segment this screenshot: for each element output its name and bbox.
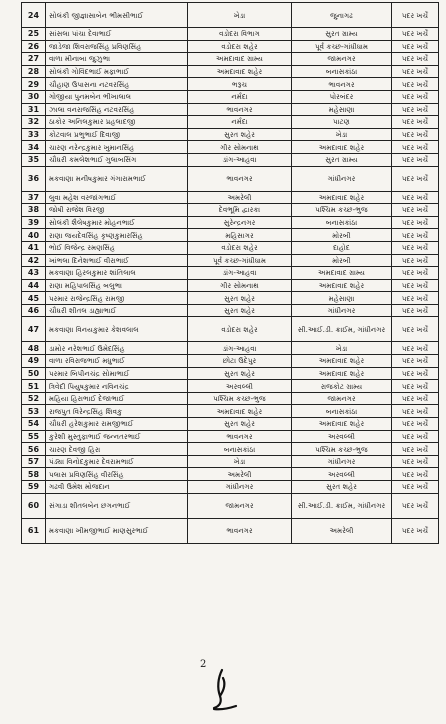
employee-name: સોલંકી જીજ્ઞાસાબેન ભીમસીભાઈ xyxy=(46,3,188,28)
row-number: 31 xyxy=(22,103,46,116)
from-location: છોટા ઉદેપુર xyxy=(188,355,292,368)
to-location: બનાસકાંઠા xyxy=(292,65,392,78)
table-row xyxy=(22,116,439,129)
row-number: 24 xyxy=(22,3,46,28)
transfer-note: પદર ખર્ચે xyxy=(392,418,439,431)
table-row xyxy=(22,3,439,28)
row-number: 48 xyxy=(22,342,46,355)
employee-name: ખાંભલા દિનેશભાઈ વીરાભાઈ xyxy=(46,254,188,267)
transfer-note: પદર ખર્ચે xyxy=(392,191,439,204)
from-location: સુરત શહેર xyxy=(188,418,292,431)
to-location: ખેડા xyxy=(292,128,392,141)
transfer-note: પદર ખર્ચે xyxy=(392,279,439,292)
from-location: સુરત શહેર xyxy=(188,367,292,380)
table-row xyxy=(22,166,439,191)
row-number: 61 xyxy=(22,518,46,543)
from-location: પશ્ચિમ કચ્છ-ભુજ xyxy=(188,392,292,405)
transfer-note: પદર ખર્ચે xyxy=(392,65,439,78)
table-row xyxy=(22,229,439,242)
transfer-note: પદર ખર્ચે xyxy=(392,216,439,229)
from-location: ગાંધીનગર xyxy=(188,481,292,494)
to-location: ગાંધીનગર xyxy=(292,166,392,191)
transfer-note: પદર ખર્ચે xyxy=(392,292,439,305)
from-location: વડોદરા શહેર xyxy=(188,317,292,342)
to-location: સુરત ગ્રામ્ય xyxy=(292,153,392,166)
from-location: ભાવનગર xyxy=(188,103,292,116)
to-location: અમદાવાદ શહેર xyxy=(292,141,392,154)
table-row xyxy=(22,304,439,317)
to-location: અમદાવાદ ગ્રામ્ય xyxy=(292,267,392,280)
table-row xyxy=(22,241,439,254)
from-location: વડોદરા શહેર xyxy=(188,40,292,53)
to-location: પોરબંદર xyxy=(292,90,392,103)
from-location: ભાવનગર xyxy=(188,430,292,443)
from-location: પૂર્વ કચ્છ-ગાંધીધામ xyxy=(188,254,292,267)
to-location: ગાંધીનગર xyxy=(292,304,392,317)
from-location: નર્મદા xyxy=(188,90,292,103)
row-number: 50 xyxy=(22,367,46,380)
table-row xyxy=(22,103,439,116)
to-location: રાજકોટ ગ્રામ્ય xyxy=(292,380,392,393)
transfer-note: પદર ખર્ચે xyxy=(392,166,439,191)
to-location: બનાસકાંઠા xyxy=(292,405,392,418)
to-location: અમદાવાદ શહેર xyxy=(292,279,392,292)
to-location: મોરબી xyxy=(292,229,392,242)
to-location: અમદાવાદ શહેર xyxy=(292,191,392,204)
transfer-table-body xyxy=(22,3,439,544)
table-row xyxy=(22,518,439,543)
table-row xyxy=(22,392,439,405)
employee-name: વાળા રવિરાજભાઈ મધુભાઈ xyxy=(46,355,188,368)
employee-name: મકવાણા ખીમજીભાઈ માણસુરભાઈ xyxy=(46,518,188,543)
transfer-note: પદર ખર્ચે xyxy=(392,128,439,141)
transfer-table xyxy=(21,2,439,544)
table-row xyxy=(22,141,439,154)
row-number: 41 xyxy=(22,241,46,254)
table-row xyxy=(22,128,439,141)
to-location: પાટણ xyxy=(292,116,392,129)
to-location: મહેસાણા xyxy=(292,292,392,305)
from-location: અમરેલી xyxy=(188,468,292,481)
employee-name: કોટવાલ પ્રભુભાઈ દિવાજી xyxy=(46,128,188,141)
table-row xyxy=(22,267,439,280)
to-location: બનાસકાંઠા xyxy=(292,216,392,229)
employee-name: ચારણ નરેન્દ્રકુમાર ખુમાનસિંહ xyxy=(46,141,188,154)
employee-name: જાડેજા શિવરાજસિંહ પ્રવિણસિંહ xyxy=(46,40,188,53)
to-location: મહેસાણા xyxy=(292,103,392,116)
employee-name: ચૌહાણ ઉપાસના નટવરસિંહ xyxy=(46,78,188,91)
employee-name: રાણા જયદેવસિંહ કૃષ્ણકુમારસિંહ xyxy=(46,229,188,242)
to-location: ગાંધીનગર xyxy=(292,455,392,468)
row-number: 60 xyxy=(22,493,46,518)
row-number: 47 xyxy=(22,317,46,342)
table-row xyxy=(22,53,439,66)
to-location: મોરબી xyxy=(292,254,392,267)
transfer-note: પદર ખર્ચે xyxy=(392,3,439,28)
to-location: અમદાવાદ શહેર xyxy=(292,367,392,380)
table-row xyxy=(22,367,439,380)
to-location: સી.આઈ.ડી. ક્રાઈમ, ગાંધીનગર xyxy=(292,493,392,518)
transfer-note: પદર ખર્ચે xyxy=(392,481,439,494)
to-location: પૂર્વ કચ્છ-ગાંધીધામ xyxy=(292,40,392,53)
row-number: 52 xyxy=(22,392,46,405)
to-location: સી.આઈ.ડી. ક્રાઈમ, ગાંધીનગર xyxy=(292,317,392,342)
table-row xyxy=(22,191,439,204)
row-number: 58 xyxy=(22,468,46,481)
table-row xyxy=(22,405,439,418)
from-location: ડાંગ-આહવા xyxy=(188,342,292,355)
employee-name: રાજપુત વિરેન્દ્રસિંહ શિવકુ xyxy=(46,405,188,418)
transfer-note: પદર ખર્ચે xyxy=(392,40,439,53)
to-location: પશ્ચિમ કચ્છ-ભુજ xyxy=(292,443,392,456)
employee-name: કુરેશી મુસ્તુફાભાઈ જન્નતરભાઈ xyxy=(46,430,188,443)
to-location: અમદાવાદ શહેર xyxy=(292,418,392,431)
transfer-note: પદર ખર્ચે xyxy=(392,380,439,393)
employee-name: પરમાર બિપીનચંદ્ર સોમાભાઈ xyxy=(46,367,188,380)
from-location: વડોદરા શહેર xyxy=(188,241,292,254)
row-number: 56 xyxy=(22,443,46,456)
table-row xyxy=(22,317,439,342)
transfer-note: પદર ખર્ચે xyxy=(392,90,439,103)
table-row xyxy=(22,418,439,431)
employee-name: મકવાણા હિરલકુમાર શાંતિલાલ xyxy=(46,267,188,280)
transfer-note: પદર ખર્ચે xyxy=(392,493,439,518)
employee-name: પરમાર રાજેન્દ્રસિંહ રામજી xyxy=(46,292,188,305)
to-location: ભાવનગર xyxy=(292,78,392,91)
row-number: 42 xyxy=(22,254,46,267)
transfer-note: પદર ખર્ચે xyxy=(392,241,439,254)
table-row xyxy=(22,342,439,355)
employee-name: રાણા મહિપાલસિંહ બલુભા xyxy=(46,279,188,292)
row-number: 27 xyxy=(22,53,46,66)
transfer-note: પદર ખર્ચે xyxy=(392,53,439,66)
row-number: 40 xyxy=(22,229,46,242)
from-location: વડોદરા વિભાગ xyxy=(188,28,292,41)
from-location: ગીર સોમનાથ xyxy=(188,141,292,154)
table-row xyxy=(22,292,439,305)
row-number: 25 xyxy=(22,28,46,41)
employee-name: પલાસ પ્રવિણસિંહ વીરસિંહ xyxy=(46,468,188,481)
employee-name: મકવાણા વિનયકુમાર કેશવલાલ xyxy=(46,317,188,342)
employee-name: ઠાકોર અનિલકુમાર પ્રહલાદજી xyxy=(46,116,188,129)
employee-name: સાંસલા પાંચા દેવાભાઈ xyxy=(46,28,188,41)
from-location: ખેડા xyxy=(188,455,292,468)
transfer-note: પદર ખર્ચે xyxy=(392,443,439,456)
row-number: 45 xyxy=(22,292,46,305)
transfer-note: પદર ખર્ચે xyxy=(392,405,439,418)
table-row xyxy=(22,443,439,456)
employee-name: પંડ્યા વિનોદકુમાર દેવરામભાઈ xyxy=(46,455,188,468)
from-location: ખેડા xyxy=(188,3,292,28)
row-number: 36 xyxy=(22,166,46,191)
row-number: 38 xyxy=(22,204,46,217)
employee-name: મકવાણા મનીષકુમાર ગંગારામભાઈ xyxy=(46,166,188,191)
to-location: અરવલ્લી xyxy=(292,468,392,481)
transfer-note: પદર ખર્ચે xyxy=(392,518,439,543)
table-row xyxy=(22,65,439,78)
from-location: દેવભૂમિ દ્વારકા xyxy=(188,204,292,217)
table-row xyxy=(22,78,439,91)
to-location: સુરત ગ્રામ્ય xyxy=(292,28,392,41)
signature-mark xyxy=(208,668,238,712)
table-row xyxy=(22,40,439,53)
from-location: ભરૂચ xyxy=(188,78,292,91)
employee-name: ચૌધરી કમલેશભાઈ ગુલાબસિંગ xyxy=(46,153,188,166)
row-number: 53 xyxy=(22,405,46,418)
transfer-note: પદર ખર્ચે xyxy=(392,367,439,380)
table-row xyxy=(22,28,439,41)
employee-name: મહિયા હિરાભાઈ દેજાભાઈ xyxy=(46,392,188,405)
row-number: 32 xyxy=(22,116,46,129)
from-location: નર્મદા xyxy=(188,116,292,129)
transfer-note: પદર ખર્ચે xyxy=(392,392,439,405)
from-location: અરવલ્લી xyxy=(188,380,292,393)
to-location: ખેડા xyxy=(292,342,392,355)
from-location: ભાવનગર xyxy=(188,518,292,543)
employee-name: વાળા મીનાબા જુઝુભા xyxy=(46,53,188,66)
to-location: અમરેલી xyxy=(292,518,392,543)
from-location: ડાંગ-આહવા xyxy=(188,267,292,280)
transfer-note: પદર ખર્ચે xyxy=(392,355,439,368)
table-row xyxy=(22,90,439,103)
from-location: અમરેલી xyxy=(188,191,292,204)
from-location: અમદાવાદ ગ્રામ્ય xyxy=(188,53,292,66)
row-number: 44 xyxy=(22,279,46,292)
row-number: 34 xyxy=(22,141,46,154)
from-location: ડાંગ-આહવા xyxy=(188,153,292,166)
table-row xyxy=(22,455,439,468)
transfer-note: પદર ખર્ચે xyxy=(392,229,439,242)
employee-name: લુવા મહેશ વરજાંગભાઈ xyxy=(46,191,188,204)
to-location: અમદાવાદ શહેર xyxy=(292,355,392,368)
row-number: 33 xyxy=(22,128,46,141)
employee-name: સંગાડા શીતલબેન છગનભાઈ xyxy=(46,493,188,518)
transfer-note: પદર ખર્ચે xyxy=(392,204,439,217)
transfer-note: પદર ખર્ચે xyxy=(392,28,439,41)
employee-name: ગઢવી ઉમેશ મોજદાન xyxy=(46,481,188,494)
from-location: બનાસકાંઠા xyxy=(188,443,292,456)
from-location: ભાવનગર xyxy=(188,166,292,191)
employee-name: ભોઈ વિજેન્દ્ર રમણસિંહ xyxy=(46,241,188,254)
transfer-note: પદર ખર્ચે xyxy=(392,455,439,468)
to-location: દાહોદ xyxy=(292,241,392,254)
to-location: સુરત શહેર xyxy=(292,481,392,494)
from-location: સુરત શહેર xyxy=(188,292,292,305)
row-number: 57 xyxy=(22,455,46,468)
from-location: અમદાવાદ શહેર xyxy=(188,65,292,78)
from-location: ગીર સોમનાથ xyxy=(188,279,292,292)
to-location: જામનગર xyxy=(292,53,392,66)
transfer-note: પદર ખર્ચે xyxy=(392,103,439,116)
to-location: પશ્ચિમ કચ્છ-ભુજ xyxy=(292,204,392,217)
from-location: સુરત શહેર xyxy=(188,128,292,141)
employee-name: સોલંકી ગોવિંદભાઈ મફાભાઈ xyxy=(46,65,188,78)
to-location: જામનગર xyxy=(292,392,392,405)
table-row xyxy=(22,493,439,518)
employee-name: ચૌધરી હરેશકુમાર રામજીભાઈ xyxy=(46,418,188,431)
employee-name: ચૌધરી શીતલ ડાહ્યાભાઈ xyxy=(46,304,188,317)
from-location: મહિસાગર xyxy=(188,229,292,242)
row-number: 59 xyxy=(22,481,46,494)
row-number: 49 xyxy=(22,355,46,368)
row-number: 39 xyxy=(22,216,46,229)
row-number: 43 xyxy=(22,267,46,280)
table-row xyxy=(22,355,439,368)
table-row xyxy=(22,380,439,393)
row-number: 26 xyxy=(22,40,46,53)
row-number: 35 xyxy=(22,153,46,166)
transfer-note: પદર ખર્ચે xyxy=(392,141,439,154)
employee-name: ગોજીયા પુનમબેન ભીખાલાલ xyxy=(46,90,188,103)
transfer-note: પદર ખર્ચે xyxy=(392,468,439,481)
row-number: 54 xyxy=(22,418,46,431)
table-row xyxy=(22,481,439,494)
employee-name: ડામોર નરેશભાઈ ઉમેદસિંહ xyxy=(46,342,188,355)
from-location: સુરેન્દ્રનગર xyxy=(188,216,292,229)
transfer-note: પદર ખર્ચે xyxy=(392,78,439,91)
row-number: 37 xyxy=(22,191,46,204)
to-location: અરવલ્લી xyxy=(292,430,392,443)
row-number: 30 xyxy=(22,90,46,103)
table-row xyxy=(22,254,439,267)
from-location: જામનગર xyxy=(188,493,292,518)
employee-name: ચારણ દેવજી હિરા xyxy=(46,443,188,456)
to-location: જુનાગઢ xyxy=(292,3,392,28)
transfer-note: પદર ખર્ચે xyxy=(392,342,439,355)
row-number: 29 xyxy=(22,78,46,91)
table-row xyxy=(22,153,439,166)
transfer-note: પદર ખર્ચે xyxy=(392,153,439,166)
transfer-note: પદર ખર્ચે xyxy=(392,317,439,342)
table-row xyxy=(22,204,439,217)
transfer-note: પદર ખર્ચે xyxy=(392,267,439,280)
table-row xyxy=(22,216,439,229)
employee-name: ઝાલા વનરાજસિંહ નટવરસિંહ xyxy=(46,103,188,116)
transfer-note: પદર ખર્ચે xyxy=(392,304,439,317)
page-number: 2 xyxy=(200,659,207,670)
from-location: અમદાવાદ શહેર xyxy=(188,405,292,418)
employee-name: જોષી રાજેશ વિરજી xyxy=(46,204,188,217)
table-row xyxy=(22,430,439,443)
transfer-note: પદર ખર્ચે xyxy=(392,116,439,129)
transfer-note: પદર ખર્ચે xyxy=(392,254,439,267)
row-number: 28 xyxy=(22,65,46,78)
table-row xyxy=(22,468,439,481)
employee-name: ત્રિવેદી પિયુષકુમાર નવિનચંદ્ર xyxy=(46,380,188,393)
table-row xyxy=(22,279,439,292)
from-location: સુરત શહેર xyxy=(188,304,292,317)
employee-name: સોલંકી શૈલેષકુમાર મોહનભાઈ xyxy=(46,216,188,229)
transfer-note: પદર ખર્ચે xyxy=(392,430,439,443)
row-number: 51 xyxy=(22,380,46,393)
row-number: 46 xyxy=(22,304,46,317)
row-number: 55 xyxy=(22,430,46,443)
